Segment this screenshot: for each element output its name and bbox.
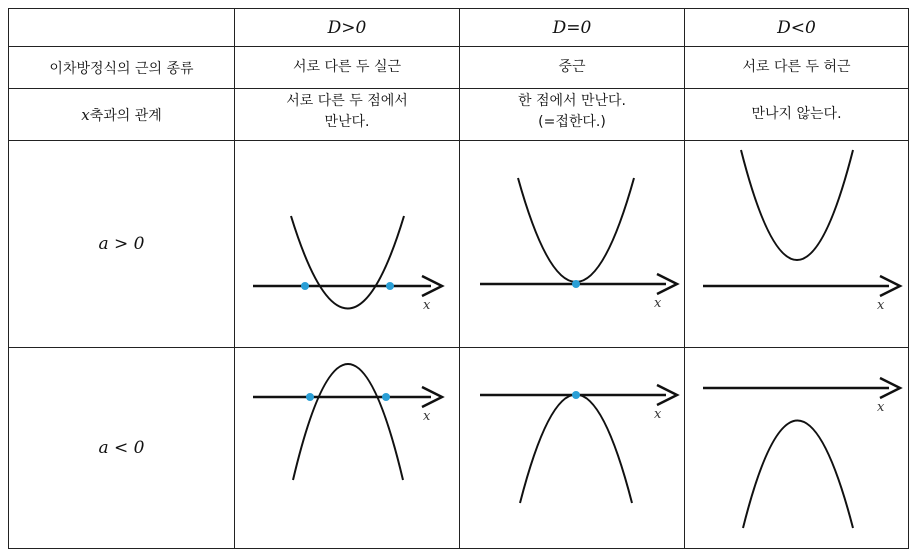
a-positive-label: a > 0 <box>98 234 145 254</box>
x-axis-label: x <box>654 296 662 311</box>
roots-d-negative: 서로 다른 두 허근 <box>685 47 909 89</box>
roots-row <box>9 47 909 89</box>
x-axis-label: x <box>877 298 885 313</box>
graph-a-neg-d-pos <box>235 348 460 548</box>
graph-a-pos-d-pos-cell <box>235 141 460 348</box>
parabola-curve <box>293 364 403 480</box>
roots-d-zero: 중근 <box>460 47 685 89</box>
graph-a-neg-d-pos-cell <box>235 348 460 549</box>
x-axis-d-positive <box>235 89 460 141</box>
corner-cell <box>9 9 235 47</box>
a-negative-label-cell <box>9 348 235 549</box>
x-axis-d-zero-line2: (=접한다.) <box>538 114 606 130</box>
x-axis-label: x <box>423 298 431 313</box>
a-positive-label-cell <box>9 141 235 348</box>
graph-a-pos-d-zero-cell <box>460 141 685 348</box>
parabola-curve <box>743 421 853 529</box>
graph-a-neg-d-zero <box>460 348 685 548</box>
parabola-curve <box>291 216 404 309</box>
intersection-point-left <box>306 393 314 401</box>
graph-a-pos-d-neg-cell <box>685 141 909 348</box>
a-negative-label: a < 0 <box>98 438 145 458</box>
x-axis-label: x <box>654 407 662 422</box>
x-axis-d-positive-line2: 만난다. <box>324 114 370 130</box>
header-row <box>9 9 909 47</box>
graph-a-pos-d-zero <box>460 141 685 347</box>
parabola-curve <box>741 150 853 260</box>
x-axis-d-positive-line1: 서로 다른 두 점에서 <box>286 93 408 109</box>
intersection-point-right <box>382 393 390 401</box>
graph-a-pos-d-pos <box>235 141 460 347</box>
tangent-point <box>572 391 580 399</box>
parabola-curve <box>518 178 634 282</box>
parabola-curve <box>520 395 632 504</box>
header-d-negative: D<0 <box>685 9 909 47</box>
roots-d-positive: 서로 다른 두 실근 <box>235 47 460 89</box>
x-axis-d-negative: 만나지 않는다. <box>685 89 909 141</box>
roots-label: 이차방정식의 근의 종류 <box>9 47 235 89</box>
x-axis-row <box>9 89 909 141</box>
x-axis-label <box>9 89 235 141</box>
intersection-point-right <box>386 282 394 290</box>
x-axis-label-text: 축과의 관계 <box>89 107 162 124</box>
a-negative-row <box>9 348 909 549</box>
x-axis-label-var: x <box>81 105 90 124</box>
x-axis-label: x <box>423 409 431 424</box>
graph-a-neg-d-neg-cell <box>685 348 909 549</box>
header-d-zero: D=0 <box>460 9 685 47</box>
intersection-point-left <box>301 282 309 290</box>
a-positive-row <box>9 141 909 348</box>
tangent-point <box>572 280 580 288</box>
x-axis-d-zero-line1: 한 점에서 만난다. <box>517 93 627 109</box>
graph-a-neg-d-zero-cell <box>460 348 685 549</box>
x-axis-d-zero <box>460 89 685 141</box>
discriminant-table <box>8 8 909 549</box>
graph-a-pos-d-neg <box>685 141 909 347</box>
header-d-positive: D>0 <box>235 9 460 47</box>
x-axis-label: x <box>877 400 885 415</box>
graph-a-neg-d-neg <box>685 348 909 548</box>
